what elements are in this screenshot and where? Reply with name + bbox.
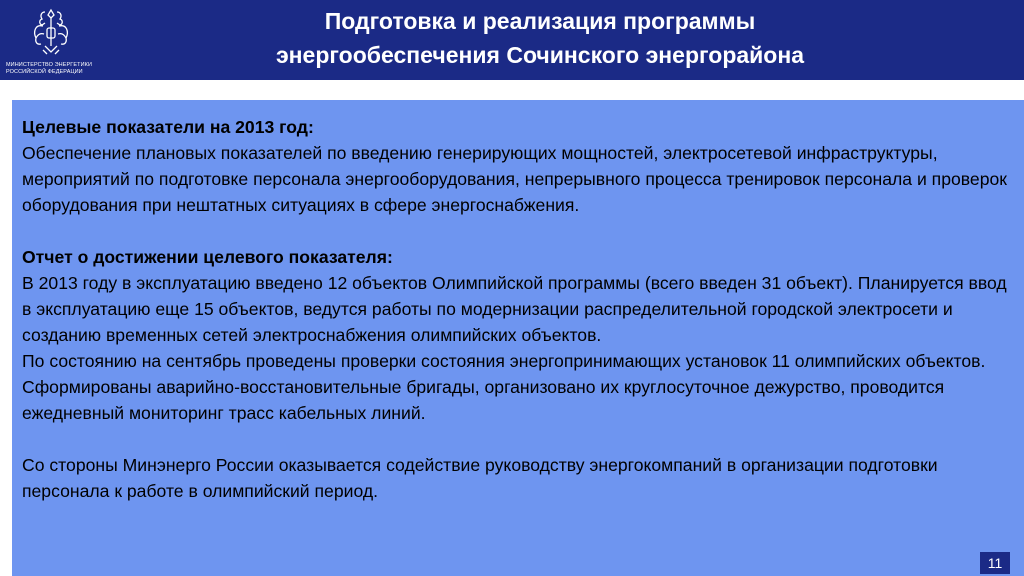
report-heading: Отчет о достижении целевого показателя: bbox=[22, 247, 393, 267]
title-line2: энергообеспечения Сочинского энергорайона bbox=[275, 42, 805, 68]
slide-header bbox=[0, 0, 1024, 80]
ministry-logo bbox=[6, 6, 96, 76]
page-number: 11 bbox=[980, 552, 1010, 574]
target-heading: Целевые показатели на 2013 год: bbox=[22, 117, 314, 137]
ministry-logo-text bbox=[6, 62, 96, 76]
logo-text-line2: РОССИЙСКОЙ ФЕДЕРАЦИИ bbox=[6, 69, 83, 75]
eagle-emblem-icon bbox=[31, 6, 71, 58]
report-text-2: По состоянию на сентябрь проведены проверки состояния энергопринимающих установок 11 олимпийских объектов. Сформированы аварийно-восстановительные бригады, организовано их круглосуточное дежурство, проводится ежедневный мониторинг трасс кабельных линий. bbox=[22, 351, 986, 423]
title-line1: Подготовка и реализация программы bbox=[324, 8, 756, 34]
ministry-text: Со стороны Минэнерго России оказывается содействие руководству энергокомпаний в организации подготовки персонала к работе в олимпийский период. bbox=[22, 455, 938, 501]
target-text: Обеспечение плановых показателей по введению генерирующих мощностей, электросетевой инфраструктуры, мероприятий по подготовке персонала энергооборудования, непрерывного процесса тренировок персонала и проверок оборудования при нештатных ситуациях в сфере энергоснабжения. bbox=[22, 143, 1007, 215]
content-panel bbox=[12, 100, 1024, 576]
report-text-1: В 2013 году в эксплуатацию введено 12 объектов Олимпийской программы (всего введен 31 объект). Планируется ввод в эксплуатацию еще 15 объектов, ведутся работы по модернизации распределительной городской электросети и созданию временных сетей электроснабжения олимпийских объектов. bbox=[22, 273, 1007, 345]
slide-title bbox=[130, 4, 950, 72]
content-text bbox=[22, 114, 1017, 504]
logo-text-line1: МИНИСТЕРСТВО ЭНЕРГЕТИКИ bbox=[6, 62, 93, 68]
